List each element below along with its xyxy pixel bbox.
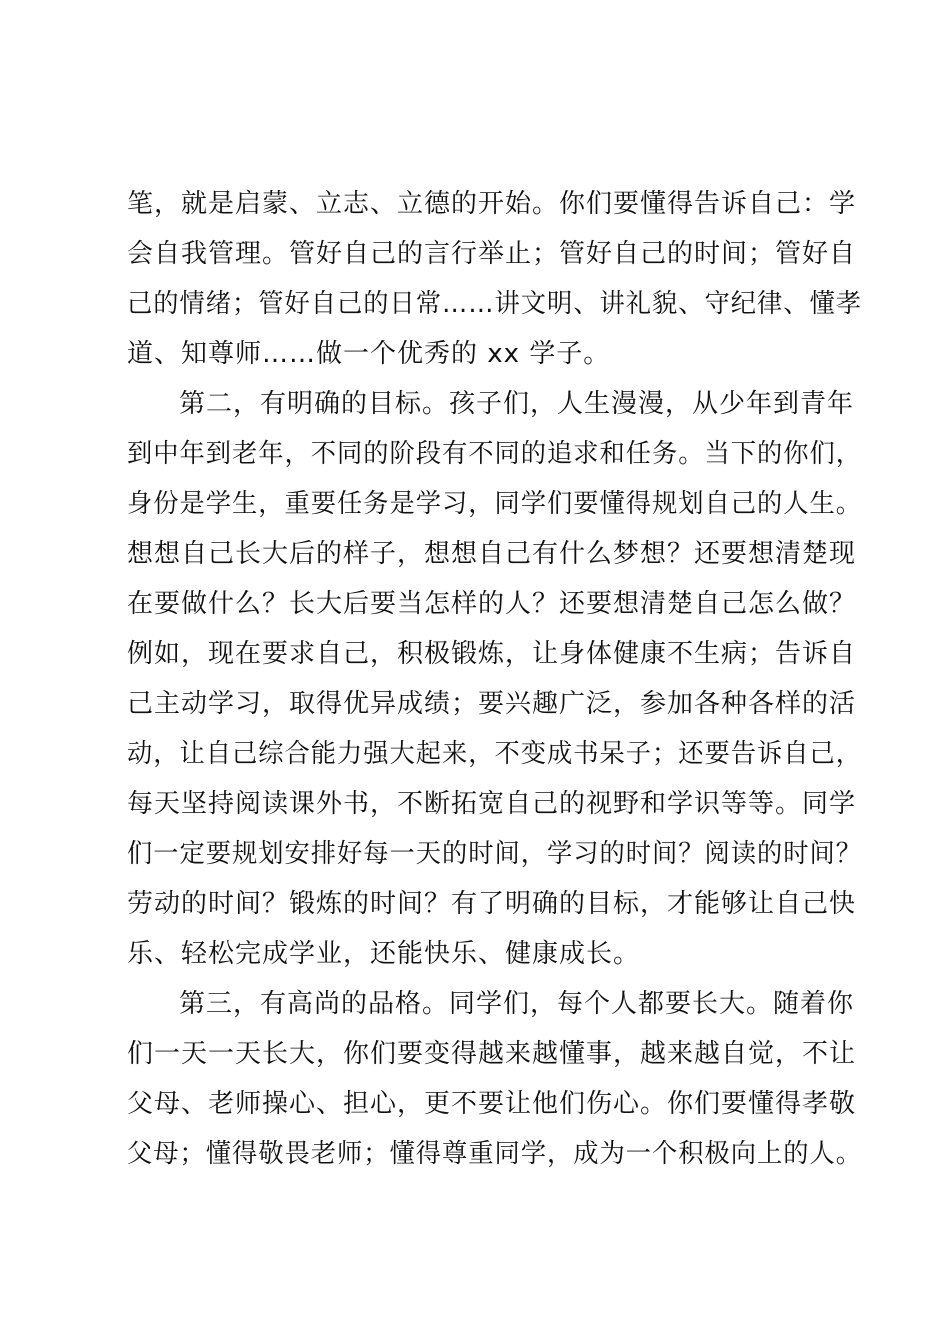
text-line: 想想自己长大后的样子，想想自己有什么梦想？还要想清楚现 xyxy=(127,539,857,569)
text-line: 会自我管理。管好自己的言行举止；管好自己的时间；管好自 xyxy=(127,239,857,269)
text-line: 动，让自己综合能力强大起来，不变成书呆子；还要告诉自己， xyxy=(127,739,863,769)
text-line: 例如，现在要求自己，积极锻炼，让身体健康不生病；告诉自 xyxy=(127,639,857,669)
text-line: 笔，就是启蒙、立志、立德的开始。你们要懂得告诉自己：学 xyxy=(127,189,857,219)
text-line: 道、知尊师……做一个优秀的 xx 学子。 xyxy=(127,339,611,369)
text-line: 每天坚持阅读课外书，不断拓宽自己的视野和学识等等。同学 xyxy=(127,789,857,819)
text-line: 父母；懂得敬畏老师；懂得尊重同学，成为一个积极向上的人。 xyxy=(127,1139,863,1169)
text-line: 己的情绪；管好自己的日常……讲文明、讲礼貌、守纪律、懂孝 xyxy=(127,289,863,319)
text-line: 己主动学习，取得优异成绩；要兴趣广泛，参加各种各样的活 xyxy=(127,689,857,719)
text-line: 父母、老师操心、担心，更不要让他们伤心。你们要懂得孝敬 xyxy=(127,1089,857,1119)
text-line: 们一天一天长大，你们要变得越来越懂事，越来越自觉，不让 xyxy=(127,1039,857,1069)
text-line: 劳动的时间？锻炼的时间？有了明确的目标，才能够让自己快 xyxy=(127,889,857,919)
paragraph-start-line: 第二，有明确的目标。孩子们，人生漫漫，从少年到青年 xyxy=(179,389,855,419)
text-line: 在要做什么？长大后要当怎样的人？还要想清楚自己怎么做？ xyxy=(127,589,857,619)
text-line: 们一定要规划安排好每一天的时间，学习的时间？阅读的时间？ xyxy=(127,839,863,869)
text-line: 乐、轻松完成学业，还能快乐、健康成长。 xyxy=(127,939,641,969)
text-line: 身份是学生，重要任务是学习，同学们要懂得规划自己的人生。 xyxy=(127,489,863,519)
paragraph-start-line: 第三，有高尚的品格。同学们，每个人都要长大。随着你 xyxy=(179,989,855,1019)
text-line: 到中年到老年，不同的阶段有不同的追求和任务。当下的你们， xyxy=(127,439,863,469)
